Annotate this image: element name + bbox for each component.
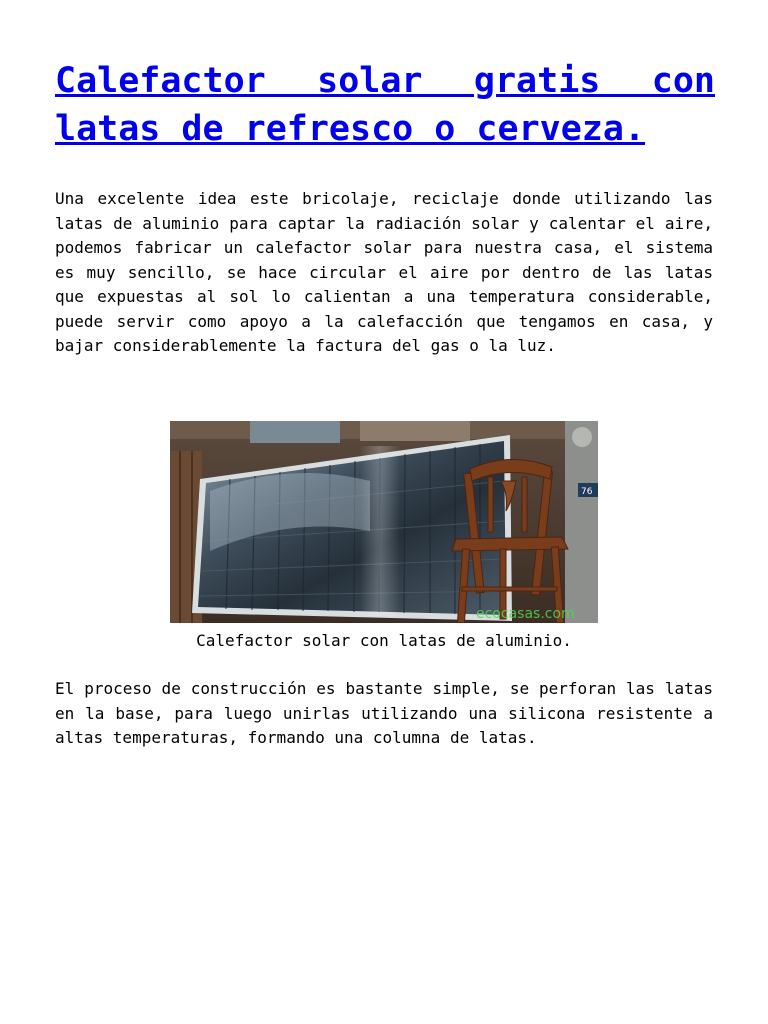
article-title-link[interactable]: Calefactor solar gratis con latas de refresco o cerveza.	[55, 61, 715, 149]
intro-paragraph: Una excelente idea este bricolaje, reciclaje donde utilizando las latas de aluminio para captar la radiación solar y calentar el aire, podemos fabricar un calefactor solar para nuestra casa, el sistema es muy sencillo, se hace circular el aire por dentro de las latas que expuestas al sol lo calientan a una temperatura considerable, puede servir como apoyo a la calefacción que tengamos en casa, y bajar considerablemente la factura del gas o la luz.	[55, 189, 713, 355]
construction-paragraph: El proceso de construcción es bastante simple, se perforan las latas en la base, para luego unirlas utilizando una silicona resistente a altas temperaturas, formando una columna de latas.	[55, 679, 713, 747]
solar-heater-photo	[170, 421, 598, 623]
figure-caption: Calefactor solar con latas de aluminio.	[196, 631, 572, 650]
house-number-plate: 76	[581, 487, 593, 497]
article-title	[55, 57, 715, 153]
photo-watermark: ecocasas.com	[476, 606, 575, 622]
solar-heater-photo-drawing	[170, 421, 598, 623]
